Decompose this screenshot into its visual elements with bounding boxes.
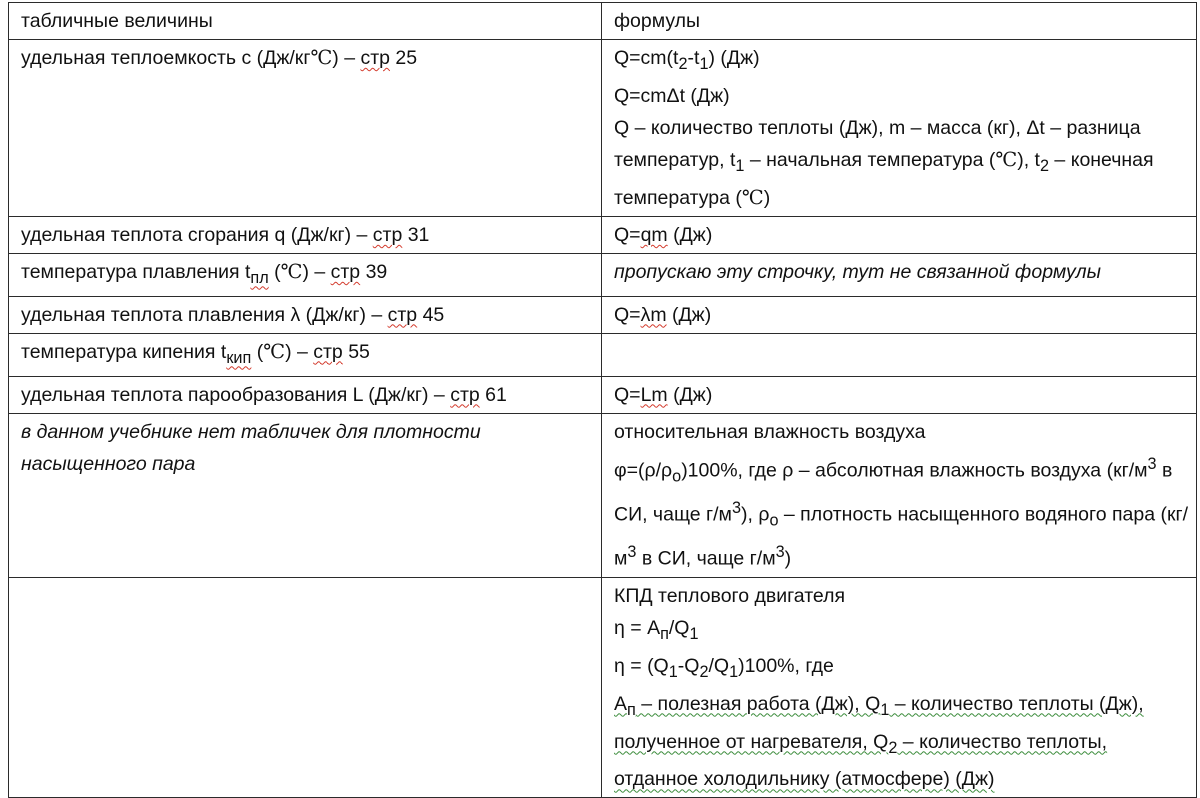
cell-vaporization-heat: удельная теплота парообразования L (Дж/кг) – стр 61 (9, 376, 602, 413)
cell-combustion-formula: Q=qm (Дж) (602, 216, 1197, 253)
cell-vaporization-formula: Q=Lm (Дж) (602, 376, 1197, 413)
formula-heat: $Q=cm(t_2-t_1)$ (Дж) (614, 47, 760, 73)
header-quantities: табличные величины (9, 3, 602, 40)
formula-description: $A_п$ – полезная работа (Дж), $Q_1$ – количество теплоты (Дж), полученное от нагревателя, $Q_2$ – количество теплоты, отданное холодильнику (атмосфере) (Дж) (614, 692, 1144, 791)
cell-humidity-formulas (602, 413, 1197, 577)
table-row (9, 577, 1197, 798)
cell-fusion-heat: удельная теплота плавления λ (Дж/кг) – стр 45 (9, 296, 602, 333)
cell-empty (602, 333, 1197, 376)
formula-heat-delta: Q=cmΔt (Дж) (614, 84, 730, 107)
cell-specific-heat: удельная теплоемкость с (Дж/кг℃) – стр 25 (9, 40, 602, 217)
table-row (9, 216, 1197, 253)
cell-empty (9, 577, 602, 798)
cell-melting-temperature: температура плавления $t_{пл}$ (℃) – стр 39 (9, 253, 602, 296)
table-row (9, 296, 1197, 333)
cell-no-tables-note: в данном учебнике нет табличек для плотности насыщенного пара (9, 413, 602, 577)
cell-heat-formulas (602, 40, 1197, 217)
formula-description: Q – количество теплоты (Дж), m – масса (кг), Δt – разница температур, $t_1$ – начальная температура (℃), $t_2$ – конечная температура (℃) (614, 116, 1154, 209)
efficiency-title: КПД теплового двигателя (614, 584, 846, 607)
table-row (9, 413, 1197, 577)
formula-efficiency-percent: $\eta = (Q_1-Q_2/Q_1)100\%$, где (614, 654, 834, 681)
cell-efficiency-formulas (602, 577, 1197, 798)
header-formulas: формулы (602, 3, 1197, 40)
cell-combustion-heat: удельная теплота сгорания q (Дж/кг) – стр 31 (9, 216, 602, 253)
table-row (9, 40, 1197, 217)
table-row (9, 253, 1197, 296)
cell-skip-note: пропускаю эту строчку, тут не связанной формулы (602, 253, 1197, 296)
formula-efficiency: $\eta = A_п/Q_1$ (614, 616, 699, 643)
unit-celsius: ℃ (310, 46, 333, 69)
formula-humidity: $\varphi=(\rho/\rho_o)100\%$, где ρ – абсолютная влажность воздуха ($кг/м^3$ в СИ, чаще $г/м^3$), $\rho_o$ – плотность насыщенного водяного пара ($кг/м^3$ в СИ, чаще $г/м^3$) (614, 454, 1189, 570)
formula-table (8, 2, 1197, 798)
table-row (9, 333, 1197, 376)
humidity-title: относительная влажность воздуха (614, 420, 926, 443)
table-row (9, 376, 1197, 413)
cell-boiling-temperature: температура кипения $t_{кип}$ (℃) – стр 55 (9, 333, 602, 376)
page-ref: стр (360, 47, 390, 69)
table-header-row (9, 3, 1197, 40)
cell-fusion-formula: Q=λm (Дж) (602, 296, 1197, 333)
